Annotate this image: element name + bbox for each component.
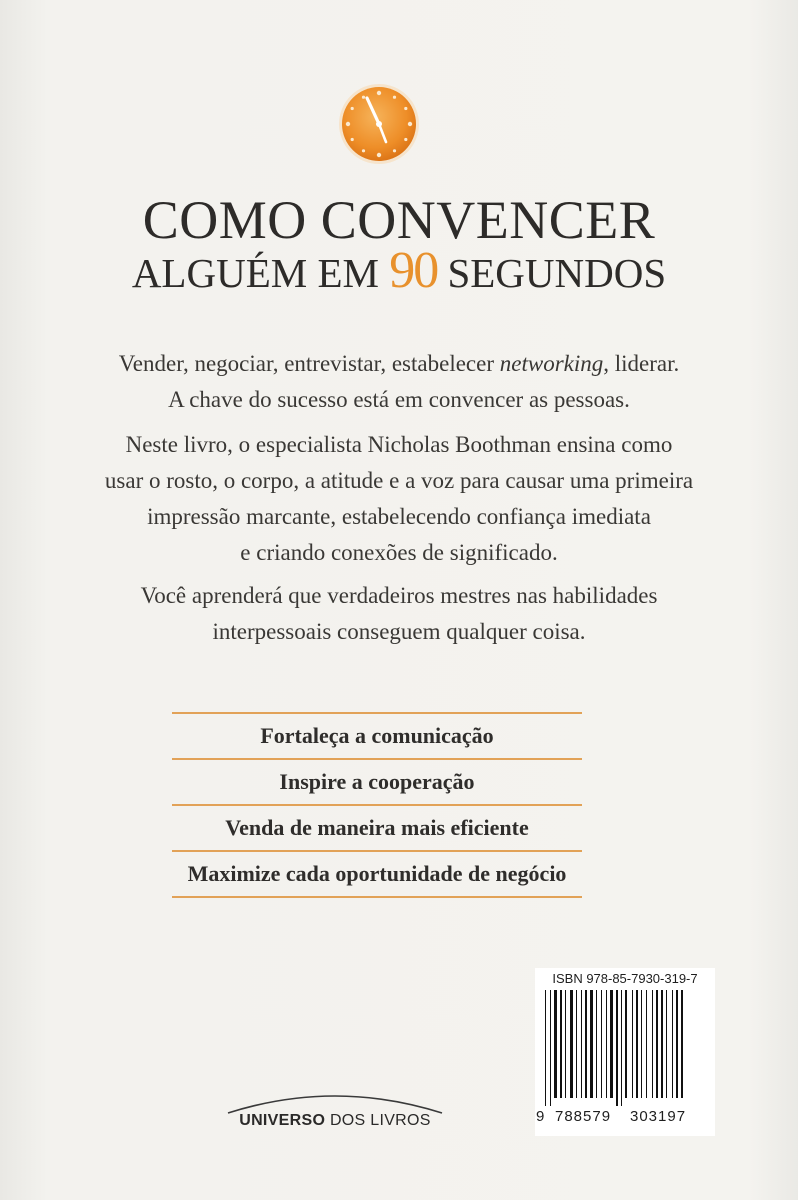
blurb-p1-text-b: , liderar. bbox=[603, 351, 680, 376]
barcode-bar bbox=[641, 990, 642, 1098]
isbn-label: ISBN 978-85-7930-319-7 bbox=[552, 971, 698, 986]
blurb-p1-emphasis: networking bbox=[499, 351, 604, 376]
barcode-bar bbox=[666, 990, 667, 1098]
barcode-left-digits: 788579 bbox=[555, 1108, 612, 1125]
barcode-bar bbox=[625, 990, 627, 1098]
benefit-item: Fortaleça a comunicação bbox=[260, 723, 494, 748]
barcode-bar bbox=[636, 990, 638, 1098]
benefit-item: Venda de maneira mais eficiente bbox=[225, 815, 529, 840]
publisher-name-bold: UNIVERSO bbox=[239, 1112, 326, 1129]
barcode-bar bbox=[596, 990, 597, 1098]
barcode-bar bbox=[646, 990, 647, 1098]
blurb-p2-line2: usar o rosto, o corpo, a atitude e a voz para causar uma primeira bbox=[104, 468, 694, 493]
clock-icon bbox=[337, 82, 421, 166]
barcode-bar bbox=[576, 990, 577, 1098]
divider bbox=[172, 896, 582, 898]
benefits-list bbox=[172, 712, 582, 898]
barcode-bar bbox=[590, 990, 593, 1098]
barcode-bar bbox=[560, 990, 562, 1098]
barcode-bar bbox=[606, 990, 607, 1098]
barcode-right-digits: 303197 bbox=[630, 1108, 687, 1125]
barcode-bar bbox=[565, 990, 566, 1098]
barcode-bar bbox=[616, 990, 618, 1106]
blurb-p3-line1: Você aprenderá que verdadeiros mestres nas habilidades bbox=[140, 583, 658, 608]
barcode-bar bbox=[621, 990, 622, 1106]
barcode-bar bbox=[656, 990, 658, 1098]
subtitle-suffix: SEGUNDOS bbox=[437, 250, 667, 296]
barcode-bar bbox=[601, 990, 602, 1098]
subtitle-number: 90 bbox=[389, 242, 438, 299]
benefit-item: Maximize cada oportunidade de negócio bbox=[187, 861, 567, 886]
barcode-bar bbox=[585, 990, 587, 1098]
barcode-bar bbox=[652, 990, 653, 1098]
blurb-paragraph-1 bbox=[60, 346, 738, 418]
blurb-p2-line3: impressão marcante, estabelecendo confiança imediata bbox=[147, 504, 651, 529]
barcode-bar bbox=[661, 990, 663, 1098]
publisher-name-rest: DOS LIVROS bbox=[325, 1112, 431, 1129]
barcode-bar bbox=[676, 990, 678, 1098]
barcode-panel bbox=[535, 968, 715, 1136]
barcode-bar bbox=[545, 990, 546, 1106]
benefit-item: Inspire a cooperação bbox=[279, 769, 475, 794]
barcode-bar bbox=[632, 990, 633, 1098]
blurb-paragraph-2 bbox=[60, 427, 738, 571]
barcode-bar bbox=[570, 990, 573, 1098]
barcode-bar bbox=[581, 990, 582, 1098]
barcode-icon bbox=[545, 990, 707, 1106]
publisher-logo bbox=[220, 1085, 450, 1145]
blurb-p2-line4: e criando conexões de significado. bbox=[240, 540, 558, 565]
barcode-bar bbox=[681, 990, 683, 1098]
blurb-paragraph-3 bbox=[60, 578, 738, 650]
subtitle-prefix: ALGUÉM EM bbox=[131, 250, 390, 296]
blurb-p1-text-a: Vender, negociar, entrevistar, estabelecer bbox=[118, 351, 500, 376]
blurb-p3-line2: interpessoais conseguem qualquer coisa. bbox=[212, 619, 586, 644]
barcode-bar bbox=[550, 990, 551, 1106]
barcode-bar bbox=[554, 990, 557, 1098]
barcode-bar bbox=[672, 990, 673, 1098]
barcode-bar bbox=[610, 990, 613, 1098]
blurb-p2-line1: Neste livro, o especialista Nicholas Boothman ensina como bbox=[125, 432, 673, 457]
barcode-lead-digit: 9 bbox=[536, 1108, 545, 1125]
publisher-name bbox=[220, 1112, 450, 1130]
book-title: COMO CONVENCER bbox=[142, 190, 656, 250]
blurb-p1-line2: A chave do sucesso está em convencer as pessoas. bbox=[168, 387, 630, 412]
publisher-arc-icon bbox=[220, 1085, 450, 1115]
book-subtitle bbox=[0, 242, 798, 299]
